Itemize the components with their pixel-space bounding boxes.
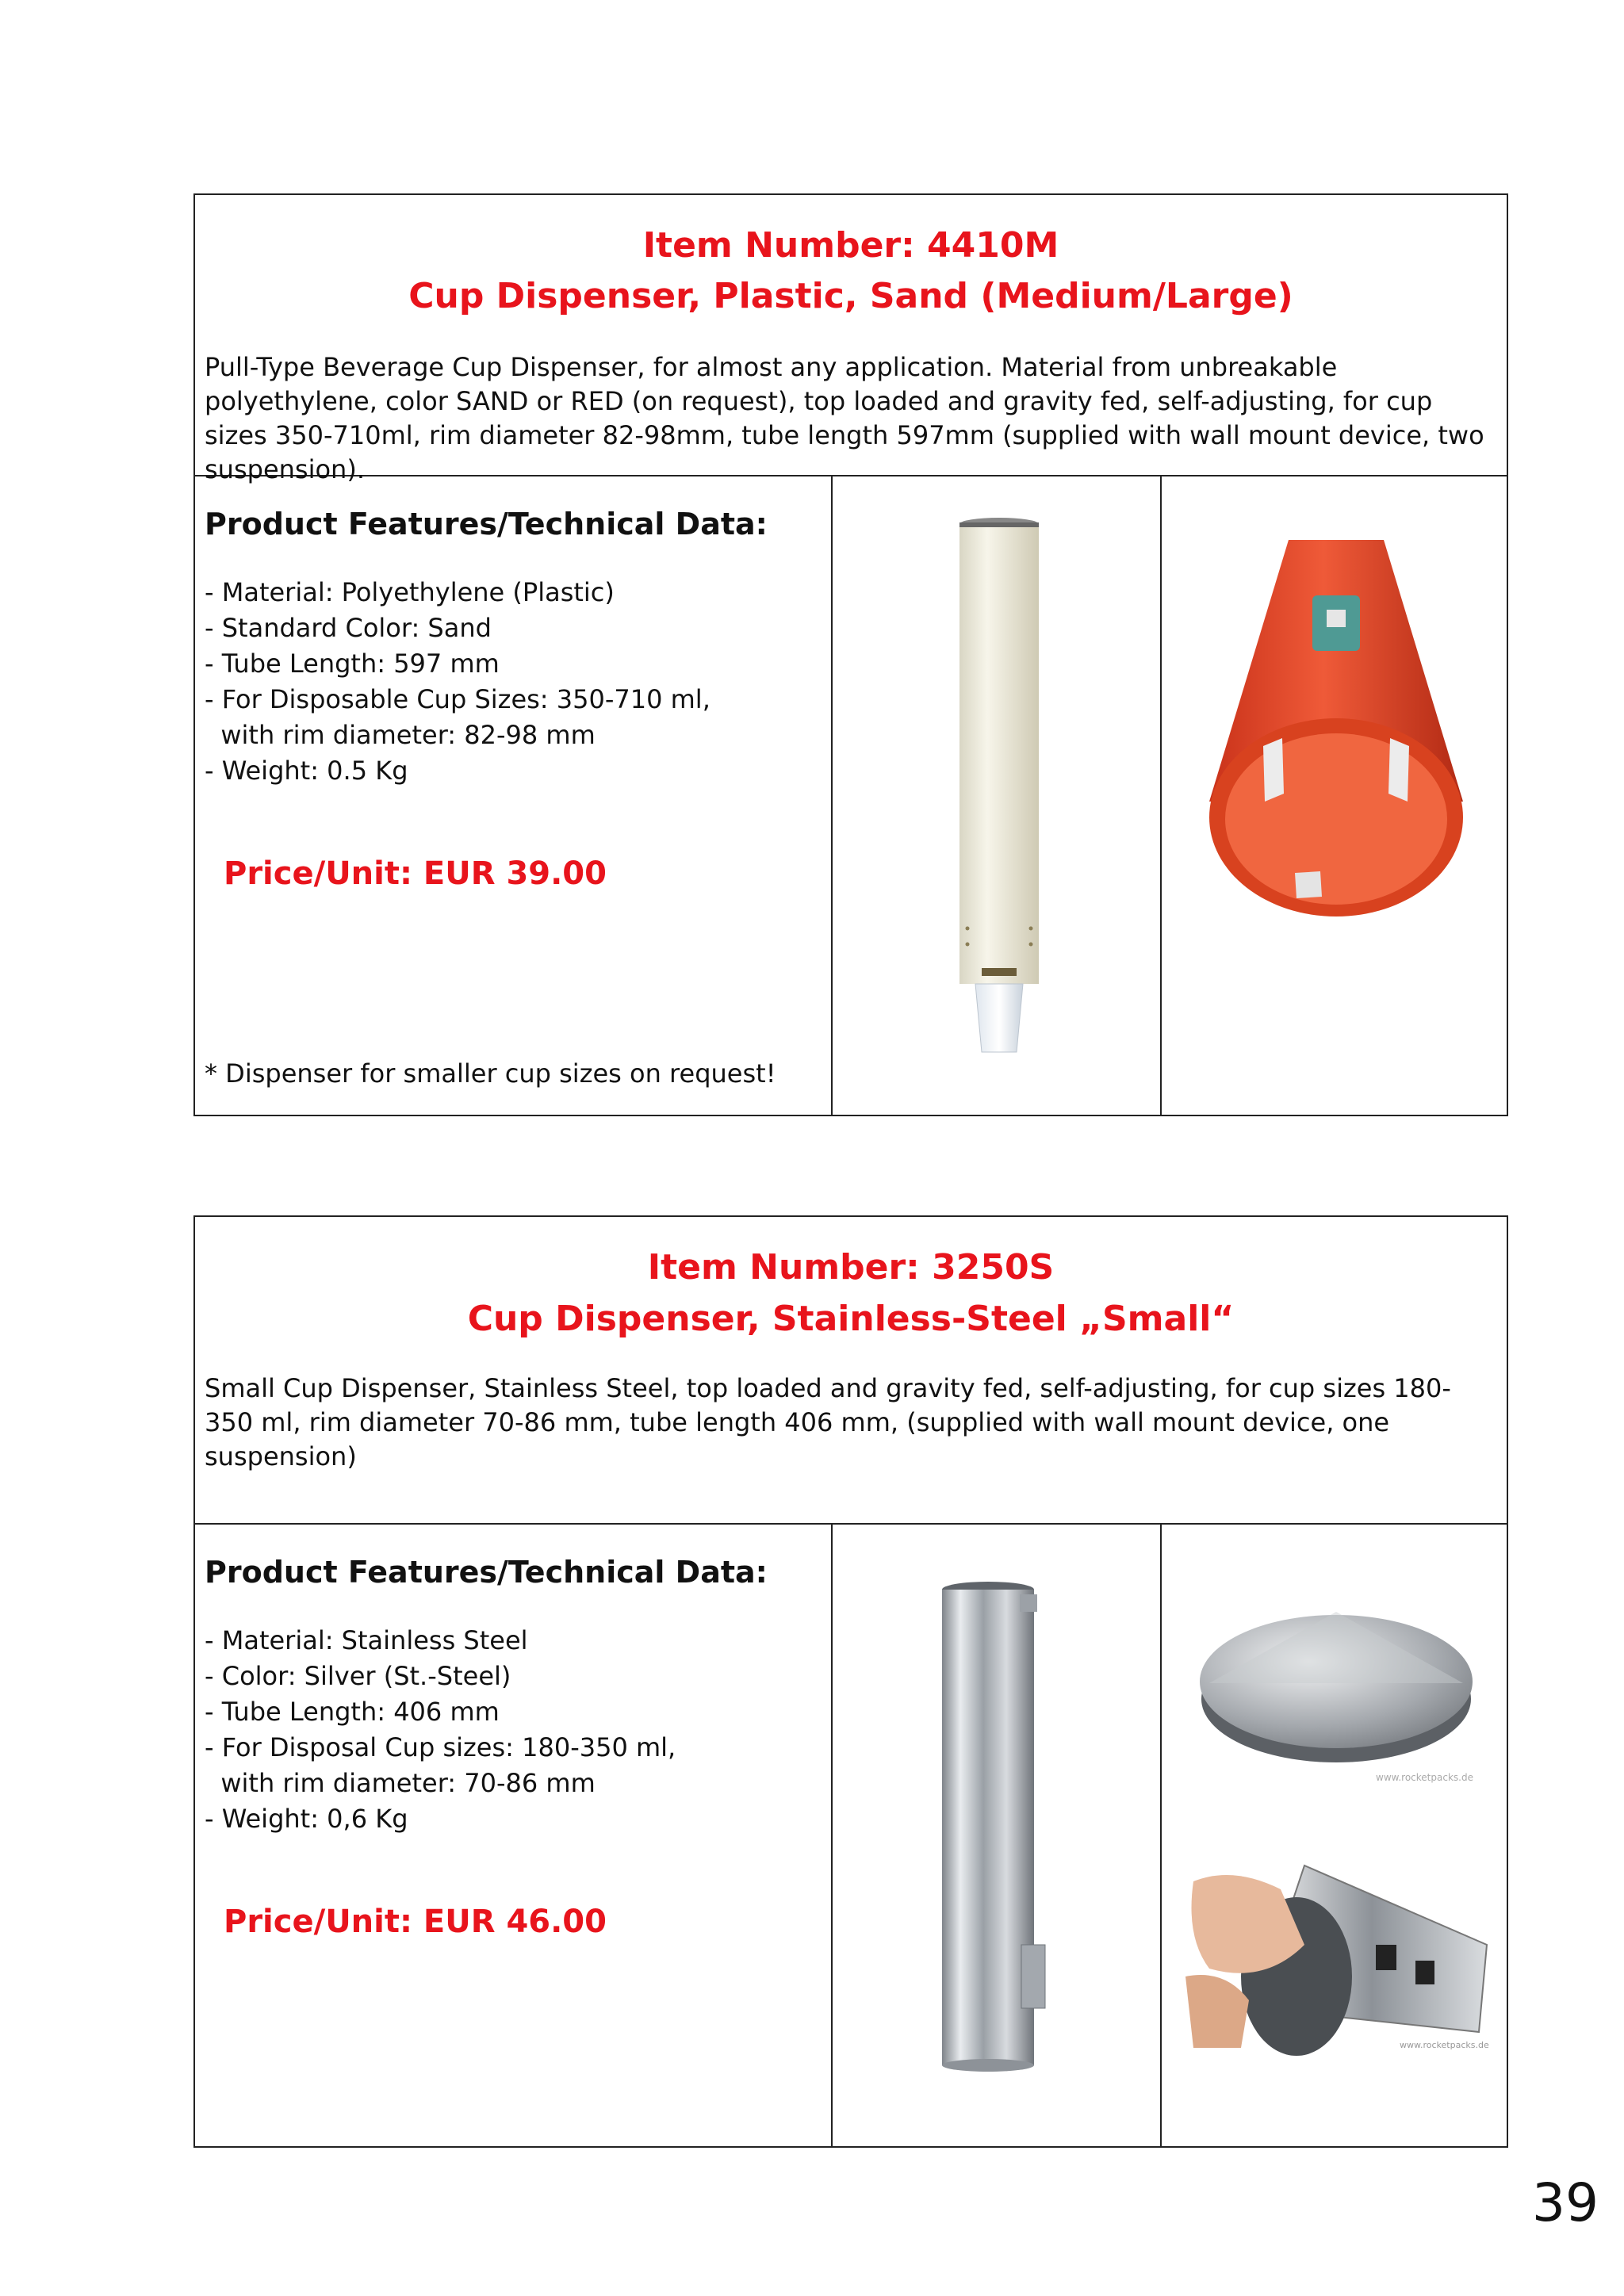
steel-dispenser-image: [933, 1580, 1059, 2087]
page-number: 39: [1532, 2172, 1599, 2233]
product-card-3250s: [193, 1215, 1508, 2148]
product-card-4410m: [193, 193, 1508, 1116]
product-description: Pull-Type Beverage Cup Dispenser, for almost any application. Material from unbreakable polyethylene, color SAND or RED (on request), top loaded and gravity fed, self-adjusting, for cup sizes 350-710ml, rim diameter 82-98mm, tube length 597mm (supplied with wall mount device, two suspension).: [205, 352, 1484, 484]
spec-line: - For Disposal Cup sizes: 180-350 ml,: [205, 1732, 676, 1762]
spec-line: - Weight: 0.5 Kg: [205, 756, 408, 786]
product-details: [195, 476, 1507, 1115]
spec-line: - Material: Polyethylene (Plastic): [205, 577, 615, 607]
spec-line: with rim diameter: 70-86 mm: [205, 1768, 596, 1798]
item-number: Item Number: 4410M: [642, 225, 1059, 266]
spec-line: - Weight: 0,6 Kg: [205, 1804, 408, 1834]
spec-line: with rim diameter: 82-98 mm: [205, 720, 596, 750]
steel-lid-image: [1185, 1588, 1487, 1794]
features-column: [195, 1525, 833, 2146]
features-heading: Product Features/Technical Data:: [205, 1555, 768, 1590]
watermark-text: www.rocketpacks.de: [1376, 1772, 1473, 1783]
spec-line: - Standard Color: Sand: [205, 613, 492, 643]
features-column: [195, 476, 833, 1115]
price: Price/Unit: EUR 46.00: [224, 1904, 607, 1940]
spec-line: - For Disposable Cup Sizes: 350-710 ml,: [205, 684, 710, 714]
image-column: [833, 476, 1162, 1115]
product-title: Cup Dispenser, Plastic, Sand (Medium/Large): [408, 276, 1293, 316]
product-details: [195, 1525, 1507, 2146]
footnote: * Dispenser for smaller cup sizes on request!: [205, 1058, 776, 1089]
sand-dispenser-image: [944, 516, 1055, 1063]
red-dispenser-image: [1201, 540, 1471, 920]
item-number: Item Number: 3250S: [647, 1247, 1055, 1288]
spec-line: - Material: Stainless Steel: [205, 1625, 528, 1655]
image-column: [833, 1525, 1162, 2146]
spec-line: - Tube Length: 406 mm: [205, 1697, 500, 1727]
image-column: [1162, 1525, 1507, 2146]
watermark-text: www.rocketpacks.de: [1400, 2040, 1489, 2050]
image-column: [1162, 476, 1507, 1115]
product-header: [195, 195, 1507, 484]
steel-holder-hand-image: [1178, 1850, 1495, 2064]
product-header: [195, 1217, 1507, 1525]
spec-line: - Tube Length: 597 mm: [205, 649, 500, 679]
features-heading: Product Features/Technical Data:: [205, 507, 768, 541]
product-title: Cup Dispenser, Stainless-Steel „Small“: [467, 1299, 1235, 1339]
product-description: Small Cup Dispenser, Stainless Steel, top loaded and gravity fed, self-adjusting, for cup sizes 180-350 ml, rim diameter 70-86 mm, tube length 406 mm, (supplied with wall mount device, one suspension): [205, 1373, 1451, 1471]
spec-line: - Color: Silver (St.-Steel): [205, 1661, 511, 1691]
price: Price/Unit: EUR 39.00: [224, 855, 607, 892]
